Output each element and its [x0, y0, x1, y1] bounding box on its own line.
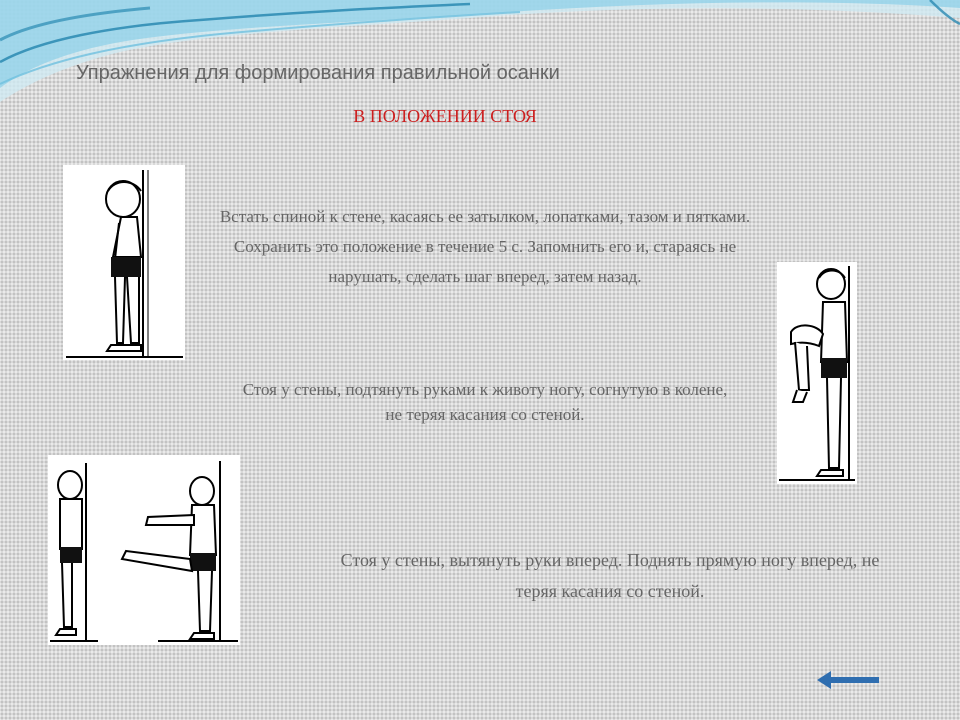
slide-subtitle: В ПОЛОЖЕНИИ СТОЯ [353, 106, 537, 126]
exercise-3-text: Стоя у стены, вытянуть руки вперед. Поднять прямую ногу вперед, не теряя касания со стеной. [340, 550, 880, 601]
back-button[interactable] [815, 668, 881, 692]
slide-title: Упражнения для формирования правильной осанки [76, 62, 560, 84]
exercise-1-illustration [63, 165, 185, 360]
exercise-3-illustration [48, 455, 240, 645]
arrow-left-icon [815, 668, 881, 692]
exercise-2-text: Стоя у стены, подтянуть руками к животу ногу, согнутую в колене, не теряя касания со стеной. [242, 380, 728, 424]
exercise-1-text: Встать спиной к стене, касаясь ее затылком, лопатками, тазом и пятками. Сохранить это положение в течение 5 с. Запомнить его и, стараясь не нарушать, сделать шаг вперед, затем назад. [219, 207, 751, 286]
exercise-2-illustration [777, 262, 857, 484]
